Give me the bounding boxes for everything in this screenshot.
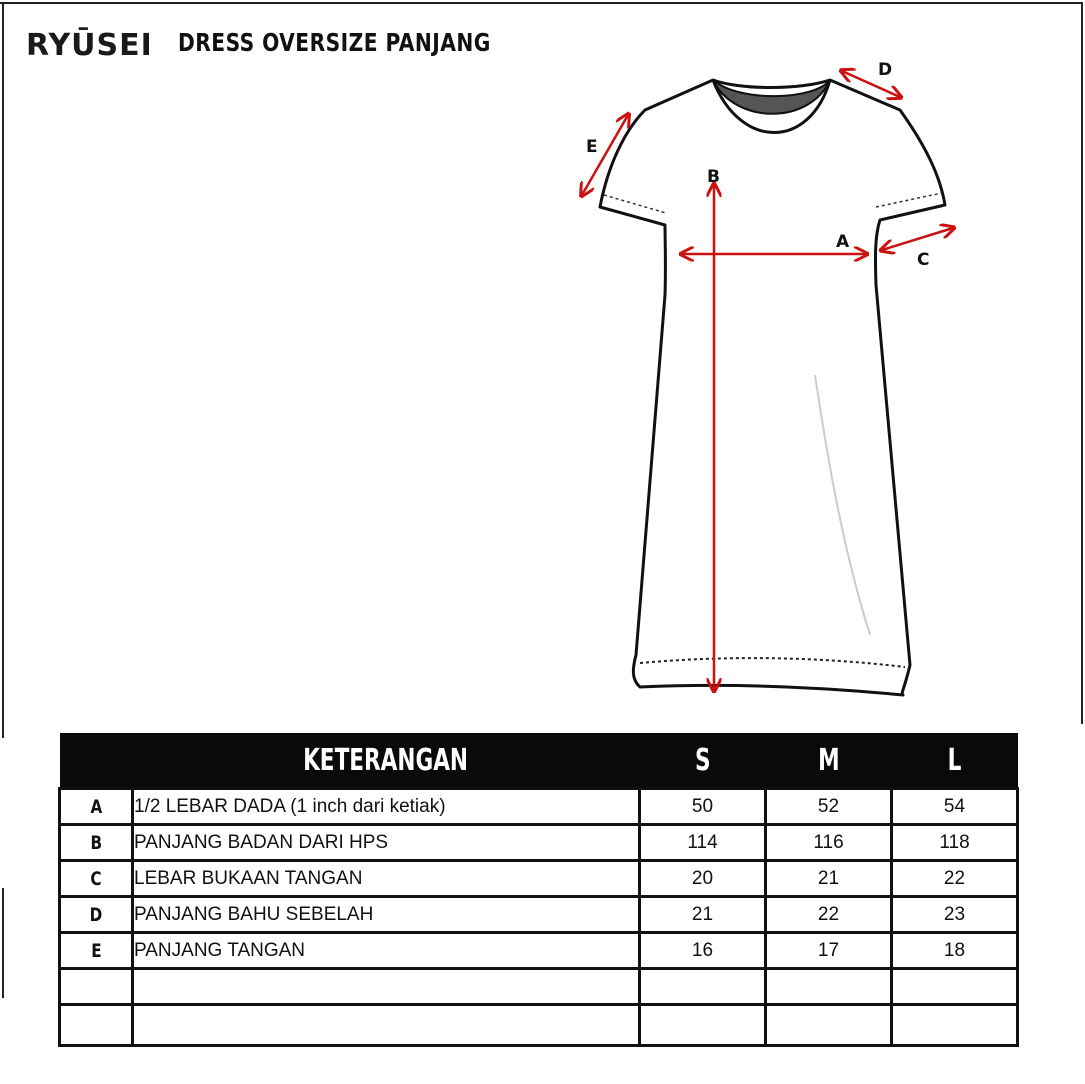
- table-row: [60, 897, 1018, 933]
- frame-border-top: [0, 2, 1083, 4]
- row-key: [60, 1005, 133, 1046]
- label-a: A: [836, 232, 850, 252]
- row-key: A: [60, 789, 133, 825]
- row-size-l: [892, 969, 1018, 1005]
- row-key: E: [60, 933, 133, 969]
- row-size-l: 54: [892, 789, 1018, 825]
- table-row-empty: [60, 969, 1018, 1005]
- row-key: B: [60, 825, 133, 861]
- table-row: [60, 825, 1018, 861]
- header-description: KETERANGAN: [133, 733, 640, 789]
- header-size-s: S: [640, 733, 766, 789]
- row-key: D: [60, 897, 133, 933]
- row-size-s: 16: [640, 933, 766, 969]
- dress-outline: [600, 80, 945, 695]
- table-row: [60, 789, 1018, 825]
- table-header-row: [60, 733, 1018, 789]
- row-size-s: 114: [640, 825, 766, 861]
- frame-border-left-lower: [2, 888, 4, 998]
- frame-border-right: [1081, 2, 1083, 724]
- arrow-c: [882, 228, 953, 250]
- row-description: PANJANG TANGAN: [133, 933, 640, 969]
- size-chart-table: [58, 733, 1019, 1047]
- row-size-s: 50: [640, 789, 766, 825]
- row-description: 1/2 LEBAR DADA (1 inch dari ketiak): [133, 789, 640, 825]
- row-size-m: 116: [766, 825, 892, 861]
- header-key: [60, 733, 133, 789]
- row-description: [133, 1005, 640, 1046]
- row-size-l: 18: [892, 933, 1018, 969]
- row-description: PANJANG BAHU SEBELAH: [133, 897, 640, 933]
- table-row: [60, 861, 1018, 897]
- row-size-l: 23: [892, 897, 1018, 933]
- label-c: C: [917, 250, 930, 270]
- label-b: B: [707, 167, 720, 187]
- table-row: [60, 933, 1018, 969]
- label-e: E: [586, 137, 598, 157]
- row-key: [60, 969, 133, 1005]
- row-size-m: [766, 1005, 892, 1046]
- row-description: [133, 969, 640, 1005]
- frame-border-left: [2, 2, 4, 738]
- header-size-m: M: [766, 733, 892, 789]
- table-row-empty: [60, 1005, 1018, 1046]
- row-size-m: 22: [766, 897, 892, 933]
- label-d: D: [878, 60, 893, 80]
- row-size-l: [892, 1005, 1018, 1046]
- row-size-m: 21: [766, 861, 892, 897]
- dress-measurement-diagram: [570, 55, 970, 705]
- header-size-l: L: [892, 733, 1018, 789]
- row-size-s: [640, 1005, 766, 1046]
- row-key: C: [60, 861, 133, 897]
- row-size-s: 20: [640, 861, 766, 897]
- row-size-l: 22: [892, 861, 1018, 897]
- row-size-m: [766, 969, 892, 1005]
- row-size-s: 21: [640, 897, 766, 933]
- row-size-l: 118: [892, 825, 1018, 861]
- row-size-m: 52: [766, 789, 892, 825]
- brand-name: RYŪSEI: [26, 28, 153, 63]
- row-size-m: 17: [766, 933, 892, 969]
- row-description: PANJANG BADAN DARI HPS: [133, 825, 640, 861]
- row-description: LEBAR BUKAAN TANGAN: [133, 861, 640, 897]
- page-title: DRESS OVERSIZE PANJANG: [178, 28, 491, 57]
- row-size-s: [640, 969, 766, 1005]
- brand-logo: [26, 26, 153, 66]
